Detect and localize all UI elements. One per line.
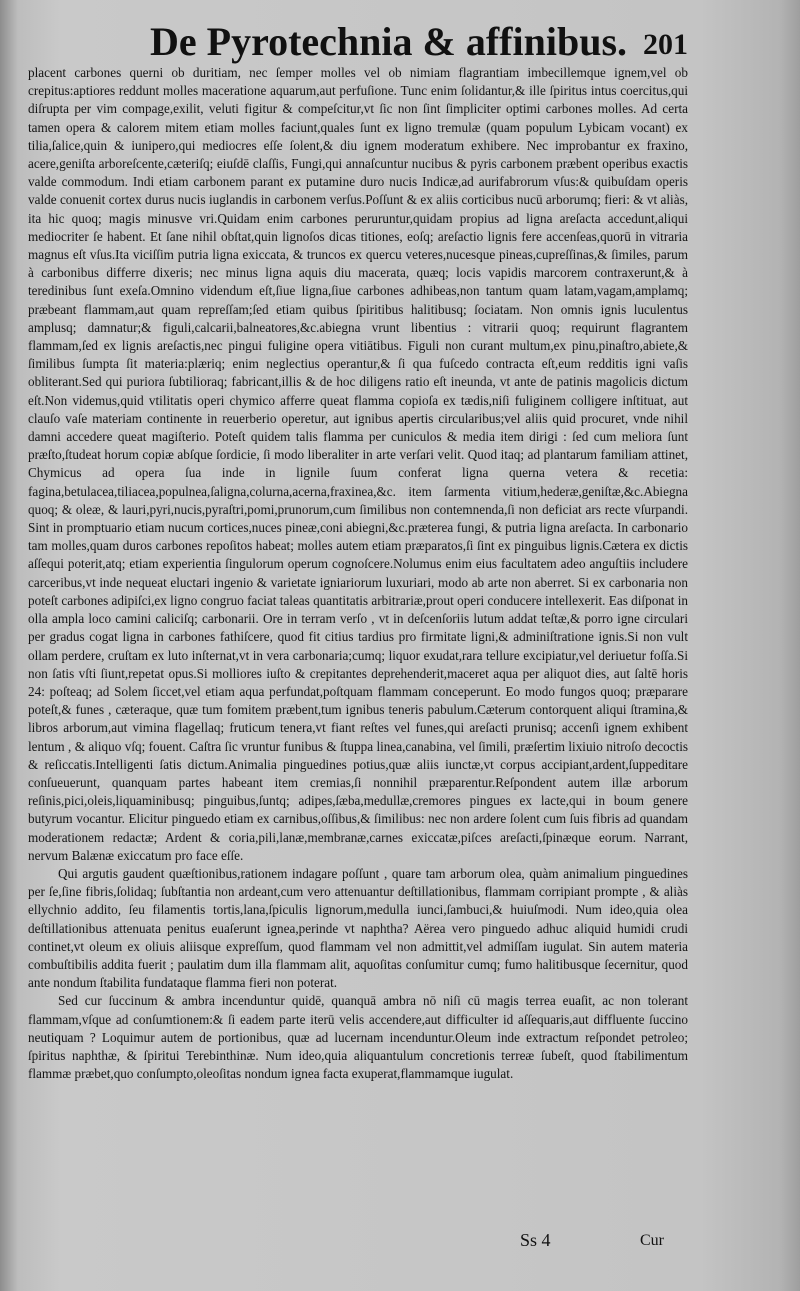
paragraph: placent carbones querni ob duritiam, nec ſemper molles vel ob nimiam flagrantiam imbecillemque ignem,vel ob crepitus:aptiores reddunt molles maceratione aquarum,aut perfuſione. Tunc enim ſolidantur,& ille ſpiritus intus coercitus,qui diſrupta per vim compage,exilit, veluti figitur & compeſcitur,vt ſic non ſint ſimpliciter optimi carbones molles. Ad certa tamen opera & calorem mitem etiam molles faciunt,quales ſunt ex ligno tremulæ (quam populum Lybicam vocant) ex tilia,ſalice,quin & iunipero,qui mediocres eſſe ſolent,& diu ignem moderatum exhibere. Nec improbantur ex fraxino, acere,geniſta arboreſcente,cæteriſq; eiuſdē claſſis, Fungi,qui annaſcuntur nucibus & pyris carbonem præbent operibus exactis valde commodum. Indi etiam carbonem parant ex putamine duro nucis Indicæ,ad aurifabrorum vſus:& quibuſdam operis valde conuenit cortex durus nucis iuglandis in carbonem verſus.Poſſunt & ex aliis corticibus nucū arborumq; fieri: & vt aliàs, ita hic quoq; magis minusve vri.Quidam enim carbones peruruntur,quidam propius ad ligna areſacta accedunt,aliqui mediocriter ſe habent. Et ſane nihil obſtat,quin lignoſos dicas titiones, eoſq; areſactio lignis fere accenſeas,quorū in vitraria magnus eſt vſus.Ita viciſſim putria ligna exiccata, & truncos ex quercu veteres,nucesque pineas,cupreſſinas,& ſimiles, parum à carbonibus differre dixeris; nec minus ligna aquis diu macerata, quæq; locis vapidis marcorem contraxerunt,& à teredinibus ſunt exeſa.Omnino videndum eſt,ſiue ligna,ſiue carbones adhibeas,non tantum quam latam,vagam,amplamq; præbeant flammam,aut quam repreſſam;ſed etiam quibus ſpiritibus halitibusq; ſociatam. Non omnis ignis luculentus amplusq; damnatur;& figuli,calcarii,balneatores,&c.abiegna vrunt libentius : vitrarii quoq; requirunt flagrantem flammam,ſed ex lignis areſactis,nec pingui fuligine opera vitiātibus. Figuli non curant multum,ex pinu,pinaſtro,abiete,& ſimilibus ſumpta ſit materia:plæriq; enim neglectius operantur,& ſi qua fuſcedo contracta eſt,eum redditis igni vaſis obliterant.Sed qui puriora ſubtilioraq; fabricant,illis & de hoc diligens ratio eſt ineunda, vt ante de patinis magolicis dictum eſt.Non videmus,quid vtilitatis operi chymico afferre queat flamma copioſa ex tædis,niſi fuliginem colligere inſtituat, aut clauſo vaſe materiam continente in reuerberio operetur, aut ignibus apertis circularibus;vel aliis quid procuret, vnde nihil damni accedere queat magiſterio. Poteſt quidem talis flamma per cuniculos & media item dirigi : ſed cum meliora ſunt præſto,ſtudeat horum copiæ abſque ſordicie, ſi modo liberaliter in arte verſari velit. Quod itaq; ad plantarum familiam attinet, Chymicus ad opera ſua inde in lignile ſuum conferat ligna querna vetera & recetia: fagina,betulacea,tiliacea,populnea,ſaligna,colurna,acerna,fraxinea,&c. item ſarmenta vitium,hederæ,geniſtæ,&c.Abiegna quoq; & oleæ, & lauri,pyri,nucis,pyraſtri,pomi,prunorum,cum ſimilibus non contemnenda,ſi non deficiat ars recte vſurpandi. Sint in promptuario etiam nucum cortices,nuces pineæ,coni abiegni,&c.præterea fungi, & putria ligna areſacta. In carbonario tam molles,quam duros carbones repoſitos habeat; molles autem etiam præparatos,ſi ſint ex pinguibus lignis.Cætera ex dictis aſſequi poterit,atq; etiam experientia ſingulorum operum cognoſcere.Nolumus enim eius facultatem adeo anguſtiis includere carceribus,vt inde nequeat eluctari ingenio & varietate igniariorum luxuriari, modo ab arte non aberret. Si ex carbonaria non poteſt carbones adipiſci,ex ligno congruo faciat taleas quantitatis arbitrariæ,prout operi conducere intellexerit. Eas diſponat in olla ampla loco camini caliciſq; carbonarii. Ore in terram verſo , vt in deſcenſoriis lutum addat teſtæ,& porro igne circulari per gradus cogat ligna in carbones fathiſcere, quod fit citius tardius pro firmitate ligni,& adminiſtratione ignis.Si non vult ollam perdere, cruſtam ex luto inſternat,vt in vera carbonaria;cumq; liquor exudat,rara tellure excipiatur,vel deriuetur foſſa.Si non ſatis vſti ſiunt,repetat opus.Si molliores iuſto & crepitantes deprehenderit,maceret aqua per aliquot dies, aut ſaltē horis 24: poſteaq; ad Solem ſiccet,vel etiam aqua perfundat,poſtquam flammam conceperunt. Eo modo fungos quoq; præparare poteſt,& funes , cæteraque, quæ tum fomitem præbent,tum ignibus teneris pabulum.Cæterum contorquent aliqui ſtramina,& libros arborum,aut vimina flagellaq; fruticum tenera,vt fiant reſtes vel funes,qui areſacti prunisq; accenſi ignem exhibent lentum , & aliquo vſq; fouent. Caſtra ſic vruntur funibus & ſtuppa linea,canabina, vel ſimili, præſertim lixiuio nitroſo decoctis & reſiccatis.Intelligenti ſatis dictum.Animalia pinguedines potius,quæ aliis iunctæ,vt corpus accipiant,ardent,ſuppeditare conſueuerunt, quanquam partes habeant item cremias,ſi nonnihil præparentur.Reſpondent autem illæ arborum reſinis,pici,oleis,liquaminibusq; pinguibus,ſuntq; adipes,ſæba,medullæ,cremores pingues ex lacte,qui in boum genere butyrum vocantur. Elicitur pinguedo etiam ex carnibus,oſſibus,& ſimilibus: nec non ardere ſolent cum ſuis fibris ad quandam moderationem redactæ; Ardent & coria,pili,lanæ,membranæ,carnes exiccatæ,piſces areſacti,ſpinæque eorum. Narrant, nervum Balænæ exiccatum pro face eſſe.	[28, 65, 688, 863]
page-header	[0, 14, 800, 70]
paragraph: Qui argutis gaudent quæſtionibus,rationem indagare poſſunt , quare tam arborum olea, quàm animalium pinguedines per ſe,ſine fibris,ſolidaq; ſubſtantia non ardeant,cum vero attenuantur deſtillationibus, flammam corripiant prompte , & aliàs ellychnio addito, ſeu filamentis tortis,lana,ſpiculis lignorum,medulla iunci,ſambuci,& huiuſmodi. Num ideo,quia olea deſtillationibus attenuata penitus euaſerunt ignea,perinde vt naphtha? Aërea vero pinguedo adhuc aliquid humidi crudi continet,vt oleum ex oliuis aliisque expreſſum, quod flammam vel non admittit,vel admiſſam iugulat. Sin autem materia combuſtibilis addita fuerit ; paulatim dum illa flammam alit, aquoſitas conſumitur cumq; fumo halitibusque ſecernitur, quod ante nondum ſtabilita fundataque flamma fieri non poterat.	[28, 865, 688, 991]
running-title: De Pyrotechnia & affinibus.	[150, 19, 628, 64]
body-text	[28, 64, 688, 1083]
signature-mark: Ss 4	[520, 1230, 551, 1250]
page-footer	[0, 1226, 800, 1266]
paragraph: Sed cur ſuccinum & ambra incenduntur quidē, quanquā ambra nō niſi cū magis terrea euaſit, ac non tolerant flammam,vſque ad conſumtionem:& ſi eadem parte iterū velis accendere,aut difficulter id aſſequaris,aut diffluente ſuccino neutiquam ? Loquimur autem de portionibus, quæ ad lucernam incenduntur.Oleum inde extractum reſpondet petroleo; ſpiritus naphthæ, & ſpiritui Terebinthinæ. Num ideo,quia aliquantulum concretionis terreæ ſubeſt, quod ſtabilimentum flammæ præbet,quo conſumpto,oleoſitas nondum ignea facta exuperat,flammamque iugulat.	[28, 993, 688, 1082]
page-number: 201	[643, 28, 688, 61]
catchword: Cur	[640, 1232, 664, 1249]
